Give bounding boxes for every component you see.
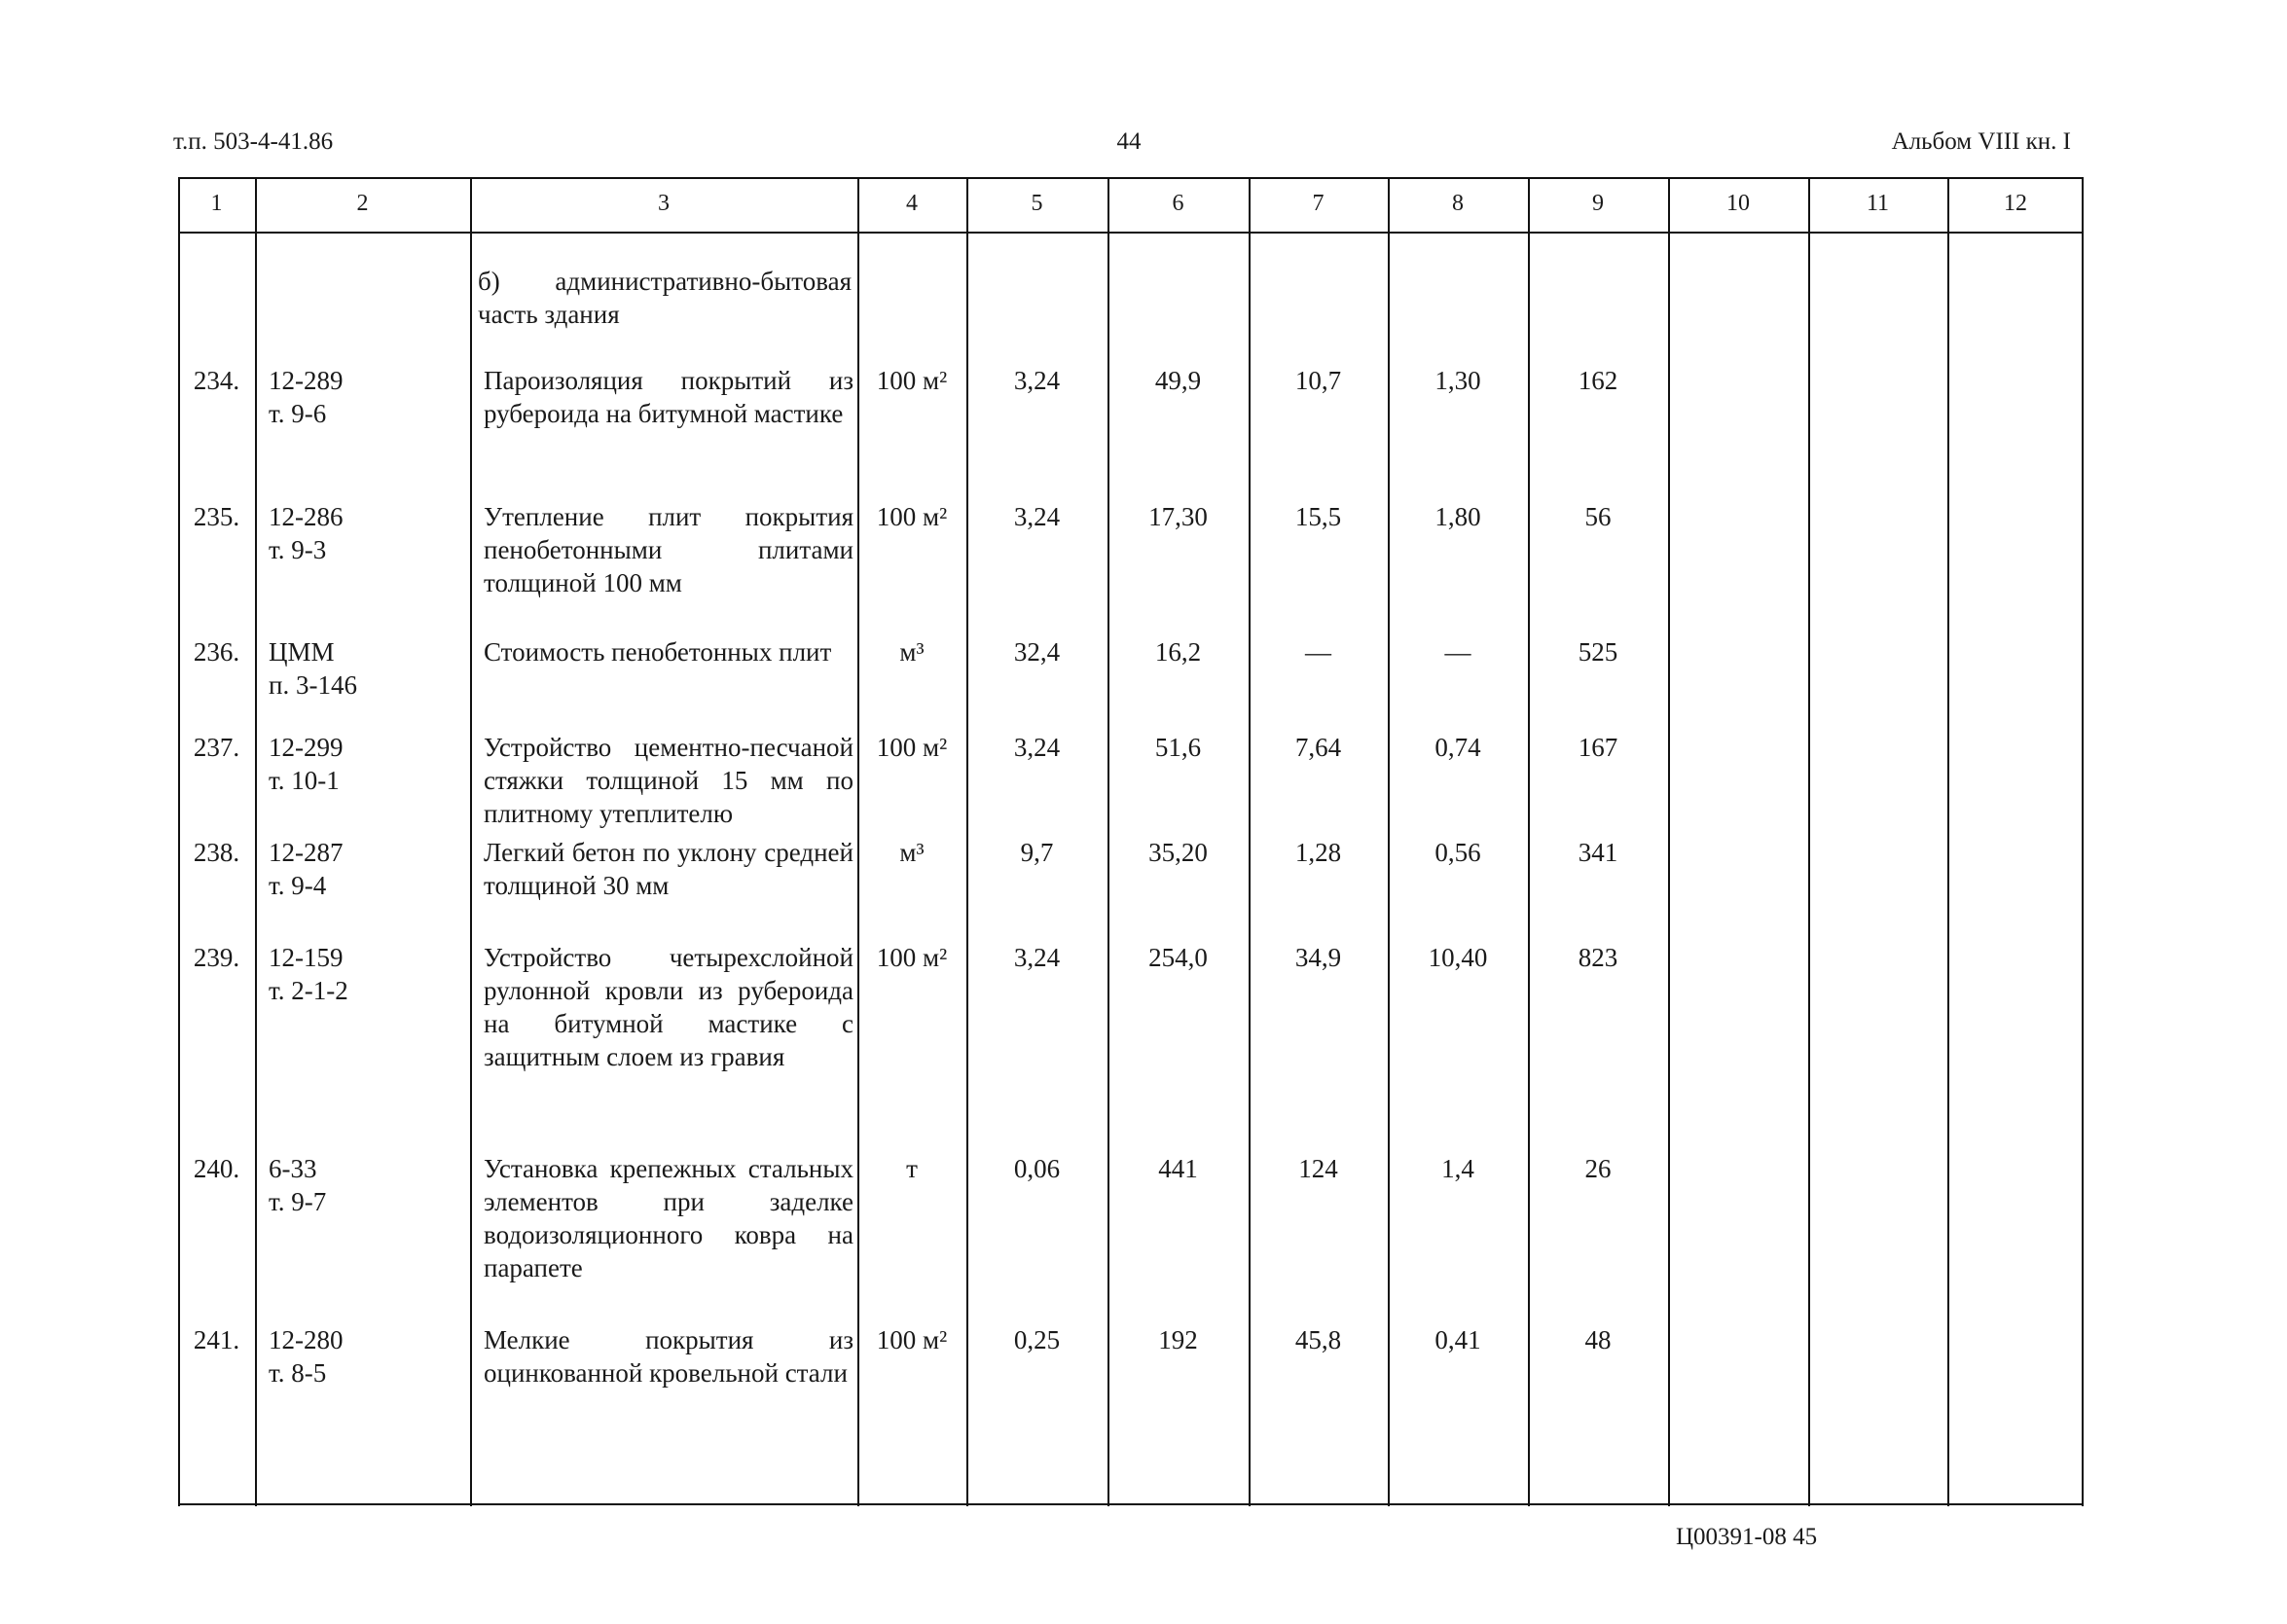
album-label: Альбом VIII кн. I: [1891, 128, 2071, 155]
section-title: б) административно-бытовая часть здания: [478, 267, 852, 329]
work-description: Устройство цементно-песчаной стяжки толщиной 15 мм по плитному утеплителю: [484, 733, 853, 828]
norm-reference: т. 2-1-2: [269, 976, 348, 1005]
row-number: 235.: [193, 502, 240, 531]
column-header: 12: [2004, 191, 2027, 216]
unit: 100 м²: [876, 502, 948, 531]
value-col-7: 15,5: [1294, 502, 1342, 531]
table-bottom-border: [178, 1503, 2084, 1505]
value-col-6: 51,6: [1154, 733, 1202, 762]
value-col-7: 45,8: [1294, 1325, 1342, 1354]
norm-code: 12-287: [269, 838, 344, 867]
value-col-9: 341: [1578, 838, 1618, 867]
row-number: 240.: [193, 1154, 240, 1183]
column-border: [1668, 177, 1670, 1506]
norm-reference: т. 8-5: [269, 1358, 327, 1388]
norm-reference: т. 9-7: [269, 1187, 327, 1216]
column-header: 4: [906, 191, 918, 216]
value-col-5: 3,24: [1013, 733, 1061, 762]
work-description: Пароизоляция покрытий из рубероида на битумной мастике: [484, 366, 853, 428]
unit: 100 м²: [876, 943, 948, 972]
unit: 100 м²: [876, 1325, 948, 1354]
estimate-table: [178, 177, 2084, 1506]
value-col-8: 10,40: [1428, 943, 1488, 972]
value-col-6: 441: [1158, 1154, 1198, 1183]
value-col-7: 7,64: [1294, 733, 1342, 762]
value-col-8: 1,80: [1434, 502, 1481, 531]
column-border: [1947, 177, 1949, 1506]
value-col-8: 1,30: [1434, 366, 1481, 395]
work-description: Установка крепежных стальных элементов при заделке водоизоляционного ковра на парапете: [484, 1154, 853, 1282]
row-number: 237.: [193, 733, 240, 762]
value-col-5: 32,4: [1013, 637, 1061, 667]
page-number: 44: [1116, 128, 1142, 155]
value-col-7: 1,28: [1294, 838, 1342, 867]
value-col-5: 0,06: [1013, 1154, 1061, 1183]
value-col-9: 525: [1578, 637, 1618, 667]
norm-code: 12-159: [269, 943, 344, 972]
norm-code: 6-33: [269, 1154, 317, 1183]
unit: м³: [899, 637, 925, 667]
value-col-7: 124: [1298, 1154, 1338, 1183]
header-divider: [178, 232, 2084, 234]
norm-code: 12-299: [269, 733, 344, 762]
value-col-7: 10,7: [1294, 366, 1342, 395]
norm-reference: т. 9-3: [269, 535, 327, 564]
value-col-7: 34,9: [1294, 943, 1342, 972]
norm-reference: т. 10-1: [269, 766, 340, 795]
norm-code: ЦММ: [269, 637, 335, 667]
column-header: 2: [356, 191, 369, 216]
value-col-6: 35,20: [1148, 838, 1208, 867]
column-header: 1: [210, 191, 223, 216]
norm-reference: п. 3-146: [269, 670, 357, 700]
value-col-5: 9,7: [1020, 838, 1054, 867]
unit: т: [906, 1154, 918, 1183]
unit: 100 м²: [876, 366, 948, 395]
value-col-8: 0,41: [1434, 1325, 1481, 1354]
row-number: 234.: [193, 366, 240, 395]
value-col-7: —: [1305, 637, 1331, 667]
value-col-6: 16,2: [1154, 637, 1202, 667]
work-description: Утепление плит покрытия пенобетонными плитами толщиной 100 мм: [484, 502, 853, 597]
value-col-5: 3,24: [1013, 502, 1061, 531]
document-code: т.п. 503-4-41.86: [173, 128, 334, 155]
value-col-5: 0,25: [1013, 1325, 1061, 1354]
row-number: 236.: [193, 637, 240, 667]
column-border: [2082, 177, 2084, 1506]
value-col-8: —: [1444, 637, 1471, 667]
norm-code: 12-286: [269, 502, 344, 531]
norm-code: 12-289: [269, 366, 344, 395]
table-top-border: [178, 177, 2084, 179]
norm-code: 12-280: [269, 1325, 344, 1354]
value-col-9: 167: [1578, 733, 1618, 762]
value-col-6: 49,9: [1154, 366, 1202, 395]
value-col-8: 1,4: [1441, 1154, 1474, 1183]
column-border: [470, 177, 472, 1506]
value-col-9: 56: [1584, 502, 1612, 531]
unit: 100 м²: [876, 733, 948, 762]
row-number: 239.: [193, 943, 240, 972]
column-header: 11: [1866, 191, 1890, 216]
value-col-9: 162: [1578, 366, 1618, 395]
column-header: 8: [1452, 191, 1464, 216]
value-col-6: 17,30: [1148, 502, 1208, 531]
column-header: 9: [1592, 191, 1604, 216]
norm-reference: т. 9-4: [269, 871, 327, 900]
column-header: 6: [1172, 191, 1184, 216]
column-header: 7: [1312, 191, 1325, 216]
footer-code: Ц00391-08 45: [1676, 1524, 1818, 1550]
column-header: 5: [1031, 191, 1043, 216]
work-description: Стоимость пенобетонных плит: [484, 637, 832, 667]
work-description: Мелкие покрытия из оцинкованной кровельной стали: [484, 1325, 853, 1388]
row-number: 238.: [193, 838, 240, 867]
work-description: Легкий бетон по уклону средней толщиной 30 мм: [484, 838, 853, 900]
value-col-9: 48: [1584, 1325, 1612, 1354]
value-col-8: 0,74: [1434, 733, 1481, 762]
value-col-6: 192: [1158, 1325, 1198, 1354]
work-description: Устройство четырехслойной рулонной кровли из рубероида на битумной мастике с защитным слоем из гравия: [484, 943, 853, 1071]
value-col-9: 26: [1584, 1154, 1612, 1183]
value-col-8: 0,56: [1434, 838, 1481, 867]
unit: м³: [899, 838, 925, 867]
column-header: 10: [1726, 191, 1750, 216]
row-number: 241.: [193, 1325, 240, 1354]
norm-reference: т. 9-6: [269, 399, 327, 428]
value-col-5: 3,24: [1013, 943, 1061, 972]
column-border: [1808, 177, 1810, 1506]
column-border: [255, 177, 257, 1506]
value-col-5: 3,24: [1013, 366, 1061, 395]
value-col-6: 254,0: [1148, 943, 1208, 972]
column-header: 3: [658, 191, 670, 216]
value-col-9: 823: [1578, 943, 1618, 972]
